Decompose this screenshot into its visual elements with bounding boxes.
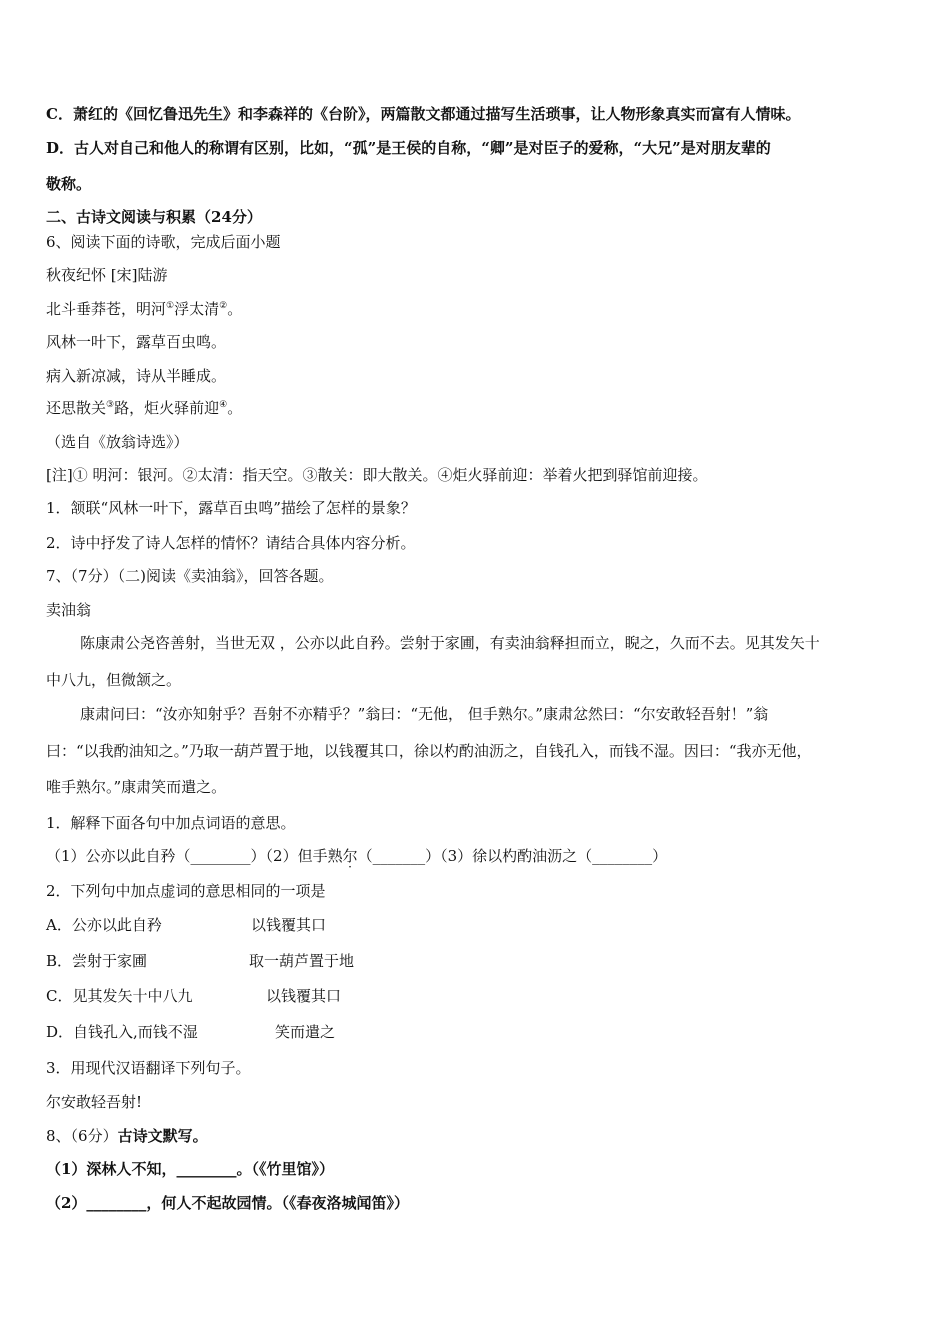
option-b-left: B．尝射于家圃 [46,952,148,970]
poem-line-1: 北斗垂莽苍，明河①浮太清②。 [46,300,243,318]
q8-item1: （1）深林人不知，________。（《竹里馆》） [46,1160,334,1178]
passage-p2-line2: 曰：“以我酌油知之。”乃取一葫芦置于地，以钱覆其口，徐以杓酌油沥之，自钱孔入，而钱不湿。因曰：“我亦无他， [46,742,812,760]
poem-source: （选自《放翁诗选》） [46,433,189,451]
poem-line-2: 风林一叶下，露草百虫鸣。 [46,333,227,351]
option-a-left: A．公亦以此自矜 [46,916,162,934]
q7-translate: 尔安敢轻吾射! [46,1093,143,1111]
option-d-line2: 敬称。 [46,175,92,193]
poem-notes: [注]① 明河：银河。②太清：指天空。③散关：即大散关。④炬火驿前迎：举着火把到驿馆前迎接。 [46,466,708,484]
option-a-right: 以钱覆其口 [251,916,327,934]
section-heading: 二、古诗文阅读与积累（24分） [46,208,262,226]
passage-p1-line1: 陈康肃公尧咨善射，当世无双 ，公亦以此自矜。尝射于家圃，有卖油翁释担而立，睨之，久而不去。见其发矢十 [80,634,820,652]
q8-item2: （2）________，何人不起故园情。（《春夜洛城闻笛》） [46,1194,409,1212]
q7-sub3: 3．用现代汉语翻译下列句子。 [46,1059,251,1077]
option-b-right: 取一葫芦置于地 [249,952,355,970]
q7-sub2: 2．下列句中加点虚词的意思相同的一项是 [46,882,326,900]
option-d-line1: D．古人对自己和他人的称谓有区别，比如，“孤”是王侯的自称，“卿”是对臣子的爱称，“大兄”是对朋友辈的 [46,139,771,157]
poem-line-3: 病入新凉减，诗从半睡成。 [46,367,227,385]
option-d-right: 笑而遣之 [275,1023,336,1041]
q6-intro: 6、阅读下面的诗歌，完成后面小题 [46,233,281,251]
passage-p2-line1: 康肃问曰：“汝亦知射乎？吾射不亦精乎？”翁曰：“无他， 但手熟尔。”康肃忿然曰：“尔安敢轻吾射！”翁 [80,705,769,723]
poem-title: 秋夜纪怀 [宋]陆游 [46,266,168,284]
passage-title: 卖油翁 [46,601,92,619]
passage-p2-line3: 唯手熟尔。”康肃笑而遣之。 [46,778,227,796]
option-c-left: C．见其发矢十中八九 [46,987,193,1005]
q8-intro: 8、（6分）古诗文默写。 [46,1127,208,1145]
poem-line-4: 还思散关③路，炬火驿前迎④。 [46,399,243,417]
q7-sub1: 1．解释下面各句中加点词语的意思。 [46,814,296,832]
q6-sub1: 1．颔联“风林一叶下，露草百虫鸣”描绘了怎样的景象？ [46,499,416,517]
q7-intro: 7、（7分）（二)阅读《卖油翁》，回答各题。 [46,567,334,585]
q7-blanks: （1）公亦以此自矜（________）（2）但手熟尔（_______）（3）徐以杓酌油沥之（________） [46,847,668,865]
passage-p1-line2: 中八九，但微颔之。 [46,671,182,689]
option-c: C．萧红的《回忆鲁迅先生》和李森祥的《台阶》，两篇散文都通过描写生活琐事，让人物形象真实而富有人情味。 [46,105,801,123]
q6-sub2: 2．诗中抒发了诗人怎样的情怀？请结合具体内容分析。 [46,534,416,552]
option-c-right: 以钱覆其口 [266,987,342,1005]
option-d-left: D．自钱孔入,而钱不湿 [46,1023,198,1041]
